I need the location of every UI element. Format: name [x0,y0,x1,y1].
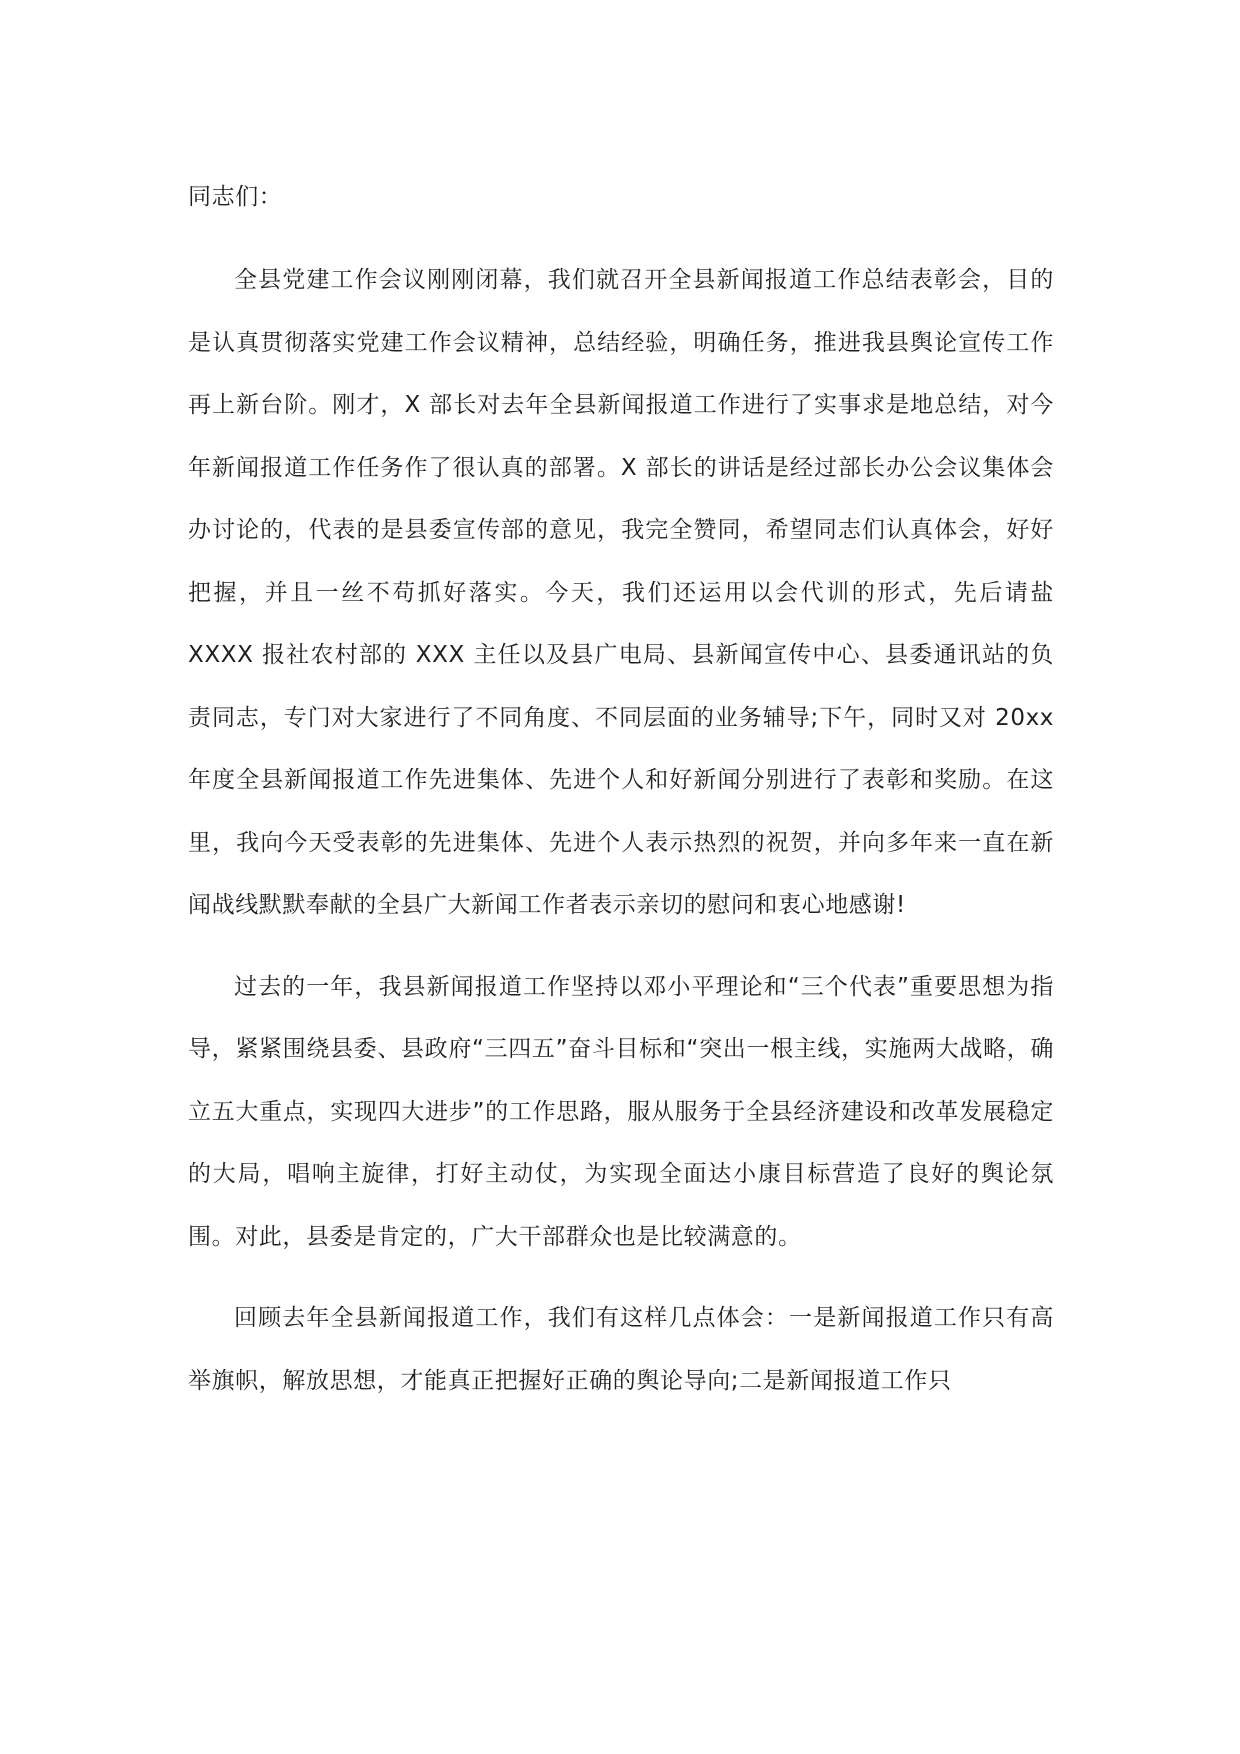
paragraph-3: 回顾去年全县新闻报道工作，我们有这样几点体会：一是新闻报道工作只有高举旗帜，解放思想，才能真正把握好正确的舆论导向;二是新闻报道工作只 [188,1305,1054,1394]
greeting: 同志们： [188,184,283,210]
paragraph-1: 全县党建工作会议刚刚闭幕，我们就召开全县新闻报道工作总结表彰会，目的是认真贯彻落实党建工作会议精神，总结经验，明确任务，推进我县舆论宣传工作再上新台阶。刚才，X 部长对去年全县新闻报道工作进行了实事求是地总结，对今年新闻报道工作任务作了很认真的部署。X 部长的讲话是经过部长办公会议集体会办讨论的，代表的是县委宣传部的意见，我完全赞同，希望同志们认真体会，好好把握，并且一丝不苟抓好落实。今天，我们还运用以会代训的形式，先后请盐 XXXX 报社农村部的 XXX 主任以及县广电局、县新闻宣传中心、县委通讯站的负责同志，专门对大家进行了不同角度、不同层面的业务辅导;下午，同时又对 20xx 年度全县新闻报道工作先进集体、先进个人和好新闻分别进行了表彰和奖励。在这里，我向今天受表彰的先进集体、先进个人表示热烈的祝贺，并向多年来一直在新闻战线默默奉献的全县广大新闻工作者表示亲切的慰问和衷心地感谢! [188,267,1054,918]
document-body [188,166,1054,1412]
paragraph-2: 过去的一年，我县新闻报道工作坚持以邓小平理论和“三个代表”重要思想为指导，紧紧围绕县委、县政府“三四五”奋斗目标和“突出一根主线，实施两大战略，确立五大重点，实现四大进步”的工作思路，服从服务于全县经济建设和改革发展稳定的大局，唱响主旋律，打好主动仗，为实现全面达小康目标营造了良好的舆论氛围。对此，县委是肯定的，广大干部群众也是比较满意的。 [188,973,1054,1250]
